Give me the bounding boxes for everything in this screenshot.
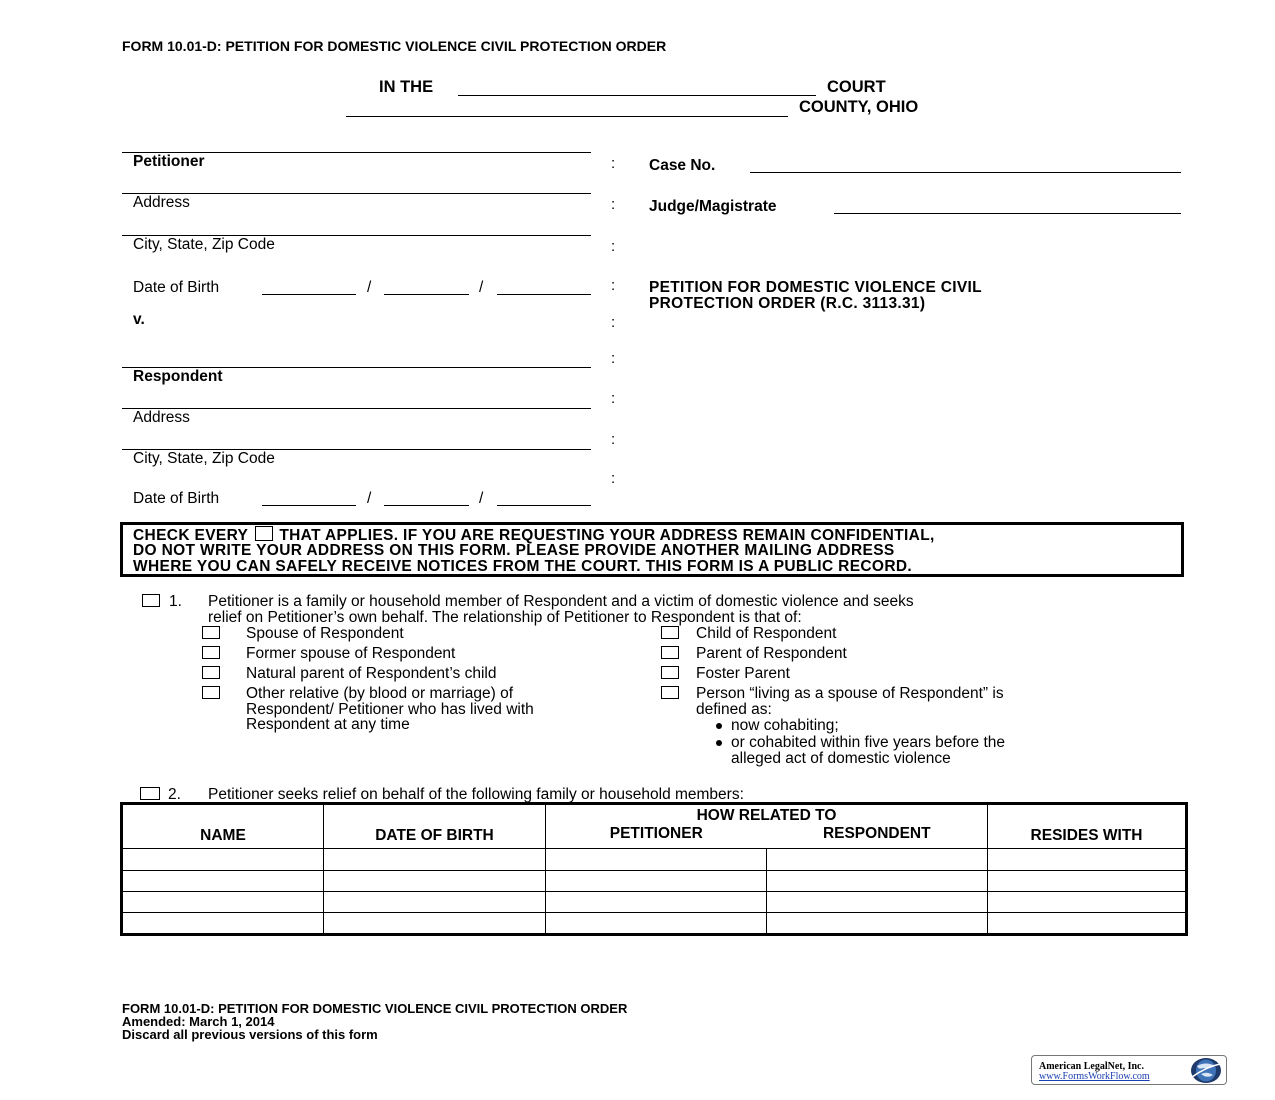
footer-form-title: FORM 10.01-D: PETITION FOR DOMESTIC VIOLENCE CIVIL PROTECTION ORDER [122, 1001, 628, 1016]
caption-colon: : [611, 155, 616, 172]
county-name-input[interactable] [346, 116, 788, 117]
footer-amended: Amended: March 1, 2014 [122, 1014, 275, 1029]
caption-colon: : [611, 390, 616, 407]
caption-colon: : [611, 350, 616, 367]
respondent-dob-month-input[interactable] [262, 505, 356, 506]
living-as-spouse-checkbox[interactable] [661, 686, 679, 699]
respondent-dob-year-input[interactable] [497, 505, 591, 506]
item1-checkbox[interactable] [142, 594, 160, 607]
option-child: Child of Respondent [696, 625, 837, 642]
item1-text-line2: relief on Petitioner’s own behalf. The relationship of Petitioner to Respondent is that of: [208, 609, 802, 626]
dob-separator: / [479, 490, 484, 507]
table-row [122, 913, 1187, 935]
column-header-dob: DATE OF BIRTH [324, 804, 546, 849]
case-number-label: Case No. [649, 157, 716, 174]
item2-text: Petitioner seeks relief on behalf of the following family or household members: [208, 786, 744, 803]
member-petitioner-relation-cell[interactable] [546, 870, 767, 891]
spouse-checkbox[interactable] [202, 626, 220, 639]
member-petitioner-relation-cell[interactable] [546, 892, 767, 913]
option-living-as-spouse-line2: defined as: [696, 701, 772, 718]
globe-icon [1189, 1057, 1223, 1084]
former-spouse-checkbox[interactable] [202, 646, 220, 659]
american-legalnet-logo[interactable] [1031, 1055, 1227, 1085]
logo-url: www.FormsWorkFlow.com [1039, 1071, 1150, 1082]
member-respondent-relation-cell[interactable] [767, 870, 988, 891]
petitioner-dob-label: Date of Birth [133, 279, 220, 296]
county-label: COUNTY, OHIO [799, 98, 919, 116]
option-living-as-spouse-line1: Person “living as a spouse of Respondent” is [696, 685, 1004, 702]
member-dob-cell[interactable] [324, 892, 546, 913]
option-other-relative-line3: Respondent at any time [246, 716, 410, 733]
respondent-dob-label: Date of Birth [133, 490, 220, 507]
member-resides-with-cell[interactable] [988, 849, 1187, 870]
member-name-cell[interactable] [122, 913, 324, 935]
respondent-dob-day-input[interactable] [384, 505, 469, 506]
how-related-label: HOW RELATED TO [696, 807, 837, 824]
item1-text-line1: Petitioner is a family or household member of Respondent and a victim of domestic violence and seeks [208, 593, 914, 610]
caption-colon: : [611, 314, 616, 331]
option-cohabited-line2: alleged act of domestic violence [731, 750, 951, 767]
caption-colon: : [611, 431, 616, 448]
caption-colon: : [611, 470, 616, 487]
member-resides-with-cell[interactable] [988, 870, 1187, 891]
petitioner-dob-month-input[interactable] [262, 294, 356, 295]
checkbox-sample-icon [255, 526, 273, 541]
form-title: FORM 10.01-D: PETITION FOR DOMESTIC VIOLENCE CIVIL PROTECTION ORDER [122, 38, 667, 54]
table-row [122, 870, 1187, 891]
option-former-spouse: Former spouse of Respondent [246, 645, 456, 662]
table-row [122, 892, 1187, 913]
member-petitioner-relation-cell[interactable] [546, 913, 767, 935]
petitioner-dob-year-input[interactable] [497, 294, 591, 295]
option-cohabited-line1: or cohabited within five years before the [731, 734, 1005, 751]
caption-colon: : [611, 277, 616, 294]
how-related-subheaders [546, 825, 987, 845]
court-name-input[interactable] [458, 95, 816, 96]
bullet-icon [716, 740, 722, 746]
court-label: COURT [827, 78, 886, 96]
member-name-cell[interactable] [122, 892, 324, 913]
child-checkbox[interactable] [661, 626, 679, 639]
member-dob-cell[interactable] [324, 913, 546, 935]
member-name-cell[interactable] [122, 849, 324, 870]
member-respondent-relation-cell[interactable] [767, 892, 988, 913]
notice-line2: DO NOT WRITE YOUR ADDRESS ON THIS FORM. PLEASE PROVIDE ANOTHER MAILING ADDRESS [133, 542, 895, 559]
member-respondent-relation-cell[interactable] [767, 849, 988, 870]
petitioner-address-input[interactable] [122, 193, 591, 194]
member-dob-cell[interactable] [324, 870, 546, 891]
member-dob-cell[interactable] [324, 849, 546, 870]
confidentiality-notice [120, 522, 1184, 577]
member-respondent-relation-cell[interactable] [767, 913, 988, 935]
table-row [122, 849, 1187, 870]
foster-parent-checkbox[interactable] [661, 666, 679, 679]
respondent-city-label: City, State, Zip Code [133, 450, 275, 467]
option-now-cohabiting: now cohabiting; [731, 717, 839, 734]
caption-colon: : [611, 196, 616, 213]
respondent-address-input[interactable] [122, 408, 591, 409]
bullet-icon [716, 723, 722, 729]
option-spouse: Spouse of Respondent [246, 625, 404, 642]
item1-number: 1. [169, 593, 182, 610]
member-name-cell[interactable] [122, 870, 324, 891]
column-header-how-related [546, 804, 988, 849]
dob-separator: / [367, 490, 372, 507]
petitioner-dob-day-input[interactable] [384, 294, 469, 295]
item2-number: 2. [168, 786, 181, 803]
logo-company-name: American LegalNet, Inc. [1039, 1061, 1144, 1072]
notice-line1-start: CHECK EVERY [133, 527, 248, 544]
petitioner-city-label: City, State, Zip Code [133, 236, 275, 253]
column-header-name: NAME [122, 804, 324, 849]
column-header-resides-with: RESIDES WITH [988, 804, 1187, 849]
member-resides-with-cell[interactable] [988, 892, 1187, 913]
versus-label: v. [133, 311, 145, 328]
option-other-relative-line2: Respondent/ Petitioner who has lived with [246, 701, 534, 718]
dob-separator: / [479, 279, 484, 296]
in-the-label: IN THE [379, 78, 434, 96]
natural-parent-checkbox[interactable] [202, 666, 220, 679]
notice-line3: WHERE YOU CAN SAFELY RECEIVE NOTICES FROM THE COURT. THIS FORM IS A PUBLIC RECORD. [133, 558, 913, 575]
judge-label: Judge/Magistrate [649, 198, 777, 215]
option-other-relative-line1: Other relative (by blood or marriage) of [246, 685, 514, 702]
case-number-input[interactable] [750, 172, 1181, 173]
other-relative-checkbox[interactable] [202, 686, 220, 699]
respondent-label: Respondent [133, 368, 223, 385]
judge-input[interactable] [834, 213, 1181, 214]
column-header-respondent: RESPONDENT [822, 825, 931, 842]
option-parent: Parent of Respondent [696, 645, 847, 662]
item2-checkbox[interactable] [140, 787, 160, 800]
petition-title-line1: PETITION FOR DOMESTIC VIOLENCE CIVIL [649, 279, 982, 296]
option-natural-parent: Natural parent of Respondent’s child [246, 665, 497, 682]
petitioner-label: Petitioner [133, 153, 205, 170]
notice-line1-end: THAT APPLIES. IF YOU ARE REQUESTING YOUR ADDRESS REMAIN CONFIDENTIAL, [279, 527, 935, 544]
member-petitioner-relation-cell[interactable] [546, 849, 767, 870]
member-resides-with-cell[interactable] [988, 913, 1187, 935]
respondent-address-label: Address [133, 409, 190, 426]
column-header-petitioner: PETITIONER [609, 825, 703, 842]
table-header-row [122, 804, 1187, 849]
household-members-table [120, 802, 1188, 936]
caption-colon: : [611, 238, 616, 255]
footer-discard-notice: Discard all previous versions of this form [122, 1027, 378, 1042]
parent-checkbox[interactable] [661, 646, 679, 659]
dob-separator: / [367, 279, 372, 296]
petition-title-line2: PROTECTION ORDER (R.C. 3113.31) [649, 295, 926, 312]
petitioner-address-label: Address [133, 194, 190, 211]
option-foster-parent: Foster Parent [696, 665, 790, 682]
